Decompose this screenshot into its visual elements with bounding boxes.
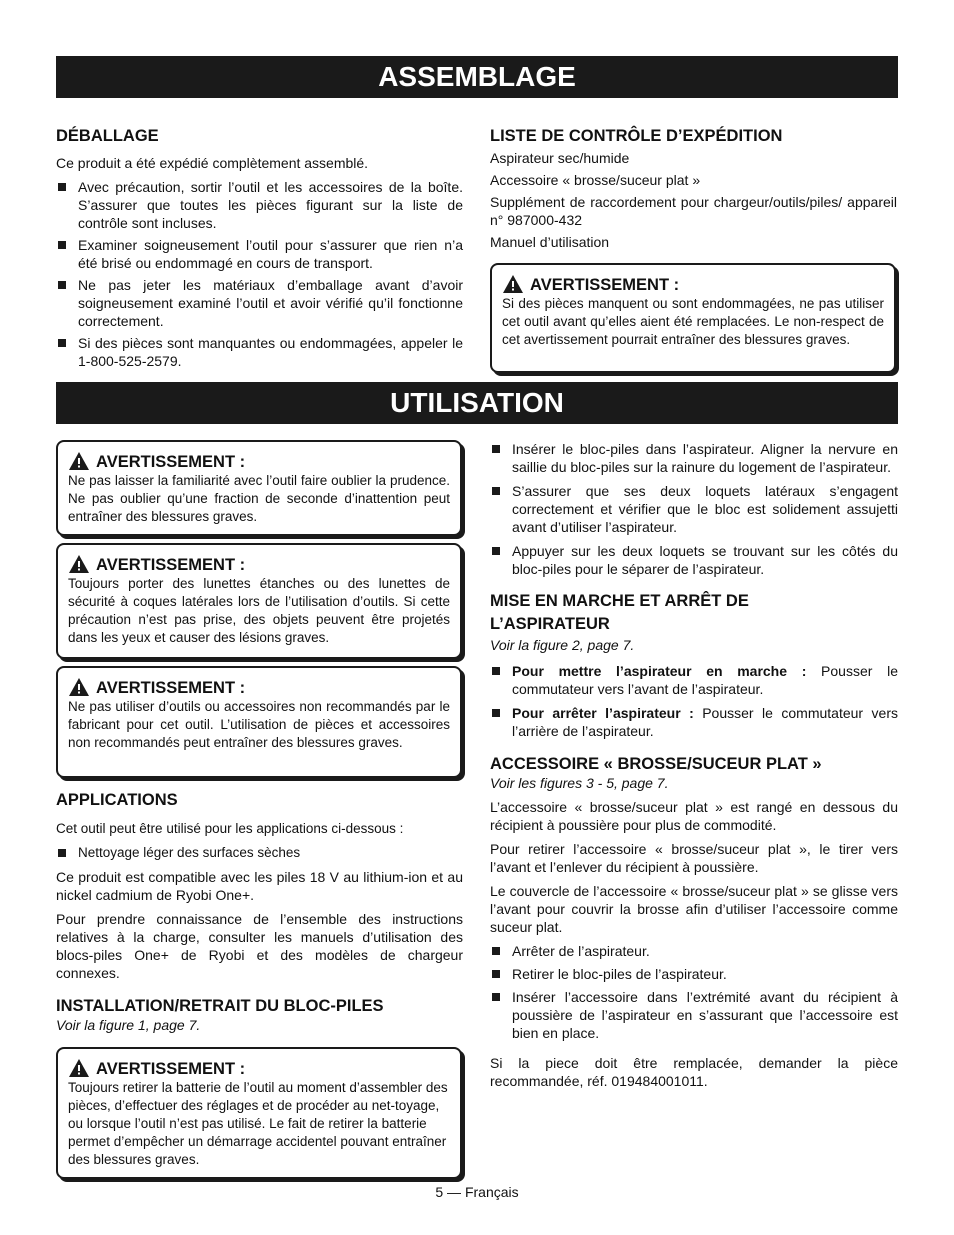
warning-label: AVERTISSEMENT : xyxy=(96,1060,246,1078)
warning-triangle-icon xyxy=(68,554,90,574)
warning-text: Si des pièces manquent ou sont endommagées, ne pas utiliser cet outil avant qu’elles aient été remplacées. Le non-respect de cet avertissement pourrait entraîner des blessures graves. xyxy=(502,296,884,347)
list-item: Retirer le bloc-piles de l’aspirateur. xyxy=(490,965,898,983)
accessoire-paragraph: Le couvercle de l’accessoire « brosse/suceur plat » se glisse vers l’avant pour couvrir la brosse afin d’utiliser l’accessoire comme suceur plat. xyxy=(490,883,898,935)
list-item: Nettoyage léger des surfaces sèches xyxy=(56,844,463,862)
assemblage-banner: ASSEMBLAGE xyxy=(56,56,898,98)
page-footer: 5 — Français xyxy=(435,1184,519,1200)
liste-item: Supplément de raccordement pour chargeur/outils/piles/ appareil n° 987000-432 xyxy=(490,194,897,228)
list-item: Appuyer sur les deux loquets se trouvant sur les côtés du bloc-piles pour le séparer de l’aspirateur. xyxy=(490,542,898,578)
list-item: S’assurer que ses deux loquets latéraux s’engagent correctement et vérifier que le bloc est solidement assujetti avant d’utiliser l’aspirateur. xyxy=(490,482,898,536)
marche-on-text: Pousser le commutateur vers l’avant de l’aspirateur. xyxy=(512,663,898,697)
warning-title xyxy=(502,275,884,295)
liste-title: LISTE DE CONTRÔLE D’EXPÉDITION xyxy=(490,127,783,145)
applications-section xyxy=(56,790,463,1042)
warning-triangle-icon xyxy=(502,274,524,294)
list-item: Examiner soigneusement l’outil pour s’assurer que rien n’a été brisé ou endommagé en cours de transport. xyxy=(56,236,463,272)
warning-box-familiarity xyxy=(56,440,462,536)
accessoire-title: ACCESSOIRE « BROSSE/SUCEUR PLAT » xyxy=(490,755,822,773)
liste-item: Manuel d’utilisation xyxy=(490,234,610,250)
deballage-intro: Ce produit a été expédié complètement assemblé. xyxy=(56,155,369,171)
warning-triangle-icon xyxy=(68,677,90,697)
marche-on-label: Pour mettre l’aspirateur en marche : xyxy=(512,663,807,679)
warning-label: AVERTISSEMENT : xyxy=(96,679,246,697)
marche-ref: Voir la figure 2, page 7. xyxy=(490,637,635,653)
list-item xyxy=(490,704,898,740)
warning-label: AVERTISSEMENT : xyxy=(96,556,246,574)
warning-text: Ne pas laisser la familiarité avec l’outil faire oublier la prudence. Ne pas oublier qu’une fraction de seconde d’inattention peut entraîner des blessures graves. xyxy=(68,473,450,524)
applications-intro: Cet outil peut être utilisé pour les applications ci-dessous : xyxy=(56,821,404,836)
warning-text: Ne pas utiliser d’outils ou accessoires non recommandés par le fabricant pour cet outil. L’utilisation de pièces et accessoires non recommandés peut entraîner des blessures graves. xyxy=(68,699,450,750)
warning-triangle-icon xyxy=(68,451,90,471)
list-item: Arrêter de l’aspirateur. xyxy=(490,942,898,960)
warning-title xyxy=(68,678,450,698)
deballage-title: DÉBALLAGE xyxy=(56,127,159,145)
list-item: Si des pièces sont manquantes ou endommagées, appeler le 1-800-525-2579. xyxy=(56,334,463,370)
marche-title xyxy=(490,590,898,636)
list-item: Insérer le bloc-piles dans l’aspirateur. Aligner la nervure en saillie du bloc-piles sur la rainure du logement de l’aspirateur. xyxy=(490,440,898,476)
warning-box-missing-parts xyxy=(490,263,896,373)
liste-item: Accessoire « brosse/suceur plat » xyxy=(490,172,701,188)
accessoire-replacement: Si la piece doit être remplacée, demander la pièce recommandée, réf. 019484001011. xyxy=(490,1055,898,1089)
list-item: Insérer l’accessoire dans l’extrémité avant du récipient à poussière de l’aspirateur en s’assurant que l’accessoire est bien en place. xyxy=(490,988,898,1042)
warning-triangle-icon xyxy=(68,1058,90,1078)
warning-label: AVERTISSEMENT : xyxy=(530,276,680,294)
accessoire-paragraph: Pour retirer l’accessoire « brosse/suceur plat », le tirer vers l’avant et l’enlever du récipient à poussière. xyxy=(490,841,898,875)
applications-paragraph: Pour prendre connaissance de l’ensemble des instructions relatives à la charge, consulter les manuels d’utilisation des blocs-piles One+ de Ryobi et des modèles de chargeur connexes. xyxy=(56,911,463,981)
marche-off-text: Pousser le commutateur vers l’arrière de l’aspirateur. xyxy=(512,705,898,739)
list-item: Ne pas jeter les matériaux d’emballage avant d’avoir soigneusement examiné l’outil et avoir vérifié qu’il fonctionne correctement. xyxy=(56,276,463,330)
warning-title xyxy=(68,452,450,472)
warning-title xyxy=(68,555,450,575)
marche-title-line2: L’ASPIRATEUR xyxy=(490,615,610,633)
warning-text: Toujours porter des lunettes étanches ou des lunettes de sécurité à coques latérales lors de l’utilisation d’outils. Si cette précaution n’est pas prise, des objets peuvent être projetés dans les yeux et causer des lésions graves. xyxy=(68,576,450,645)
applications-paragraph: Ce produit est compatible avec les piles 18 V au lithium-ion et au nickel cadmium de Ryobi One+. xyxy=(56,869,463,903)
deballage-section xyxy=(56,126,463,376)
utilisation-banner: UTILISATION xyxy=(56,382,898,424)
accessoire-ref: Voir les figures 3 - 5, page 7. xyxy=(490,775,669,791)
warning-label: AVERTISSEMENT : xyxy=(96,453,246,471)
applications-list xyxy=(56,844,463,862)
warning-text: Toujours retirer la batterie de l’outil au moment d’assembler des pièces, d’effectuer des réglages et de procéder au net-toyage, ou lorsque l’outil n’est pas utilisé. Le fait de retirer la batterie permet d’empêcher un démarrage accidentel pouvant entraîner des blessures graves. xyxy=(68,1080,448,1167)
list-item xyxy=(490,662,898,698)
liste-item: Aspirateur sec/humide xyxy=(490,150,630,166)
marche-title-line1: MISE EN MARCHE ET ARRÊT DE xyxy=(490,592,749,610)
accessoire-list xyxy=(490,942,898,1042)
installation-ref: Voir la figure 1, page 7. xyxy=(56,1017,201,1033)
marche-list xyxy=(490,662,898,740)
applications-title: APPLICATIONS xyxy=(56,791,178,809)
liste-section xyxy=(490,126,897,255)
accessoire-paragraph: L’accessoire « brosse/suceur plat » est rangé en dessous du récipient à poussière pour plus de commodité. xyxy=(490,799,898,833)
right-column xyxy=(490,440,898,1096)
marche-off-label: Pour arrêter l’aspirateur : xyxy=(512,705,694,721)
warning-title xyxy=(68,1059,450,1079)
deballage-list xyxy=(56,178,463,370)
installation-list xyxy=(490,440,898,578)
installation-title: INSTALLATION/RETRAIT DU BLOC-PILES xyxy=(56,997,384,1015)
warning-box-eye-protection xyxy=(56,543,462,659)
warning-box-accessories xyxy=(56,666,462,778)
warning-box-battery xyxy=(56,1047,462,1179)
list-item: Avec précaution, sortir l’outil et les accessoires de la boîte. S’assurer que toutes les pièces figurant sur la liste de contrôle sont incluses. xyxy=(56,178,463,232)
